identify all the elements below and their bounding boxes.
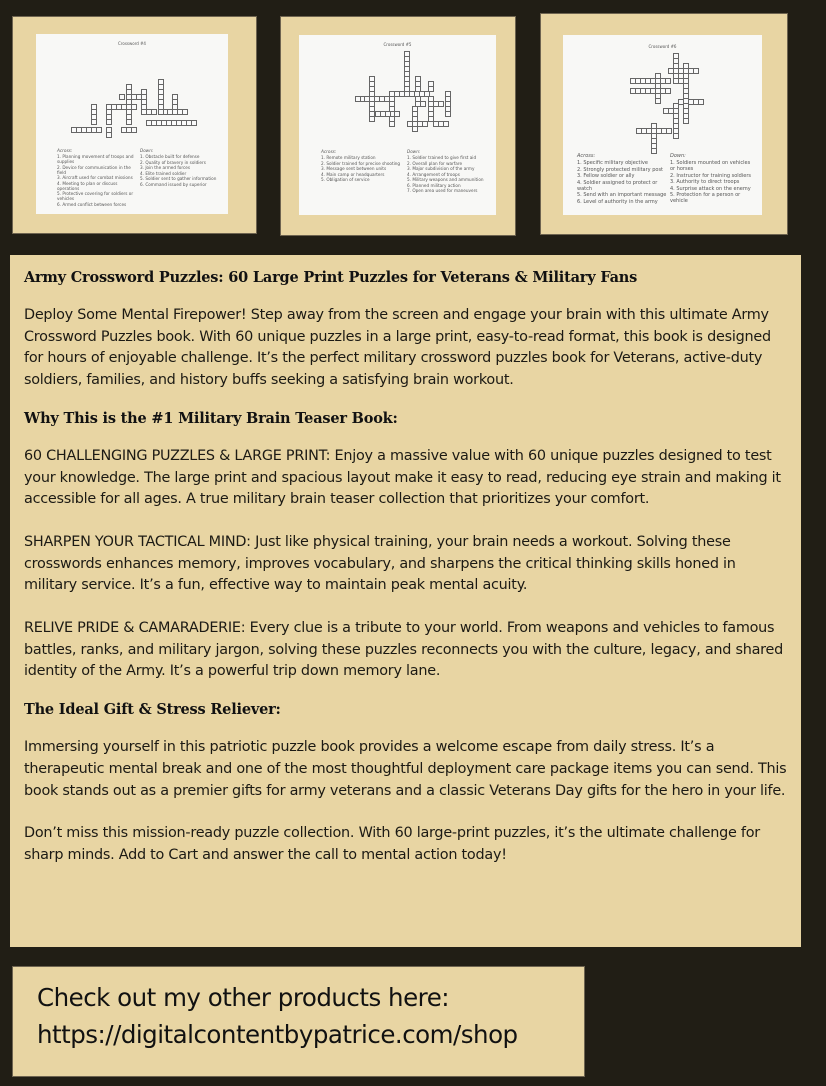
closing-paragraph: Don’t miss this mission-ready puzzle collection. With 60 large-print puzzles, it’s the ultimate challenge for sharp minds. Add to Cart and answer the call to mental action today! xyxy=(24,825,760,863)
across-clues: Across: 1. Specific military objective 2. Strongly protected military post 3. Fellow soldier or ally 4. Soldier assigned to protect or watch 5. Send with an important message 6. Level of authority in the army xyxy=(577,153,667,205)
down-clues: Down: 1. Soldier trained to give first aid 2. Overall plan for warfare 3. Major subdivision of the army 4. Arrangement of troops 5. Military weapons and ammunition 6. Planned military action 7. Open area used for maneuvers xyxy=(407,149,484,193)
crossword-title: Crossword #5 xyxy=(383,42,412,47)
shop-link[interactable]: https://digitalcontentbypatrice.com/shop xyxy=(37,1020,518,1049)
section-heading-why: Why This is the #1 Military Brain Teaser Book: xyxy=(24,409,398,427)
crossword-thumbnail-4 xyxy=(12,16,257,234)
crossword-title: Crossword #4 xyxy=(118,41,146,46)
feature-camaraderie: RELIVE PRIDE & CAMARADERIE: Every clue is a tribute to your world. From weapons and vehicles to famous battles, ranks, and military jargon, solving these puzzles reconnects you with the culture, legacy, and shared identity of the Army. It’s a powerful trip down memory lane. xyxy=(24,620,784,680)
feature-large-print: 60 CHALLENGING PUZZLES & LARGE PRINT: Enjoy a massive value with 60 unique puzzles designed to test your knowledge. The large print and spacious layout make it easy to read, reducing eye strain and making it accessible for all ages. A true military brain teaser collection that prioritizes your comfort. xyxy=(24,447,781,508)
product-description-panel xyxy=(10,255,801,947)
crossword-grid xyxy=(563,35,762,145)
crossword-title: Crossword #6 xyxy=(648,44,677,49)
section-heading-gift: The Ideal Gift & Stress Reliever: xyxy=(24,701,281,719)
intro-paragraph: Deploy Some Mental Firepower! Step away from the screen and engage your brain with this ultimate Army Crossword Puzzles book. With 60 unique puzzles in a large print, easy-to-read format, this book is designed for hours of enjoyable challenge. It’s the perfect military crossword puzzles book for Veterans, active-duty soldiers, families, and history buffs seeking a satisfying brain workout. xyxy=(24,307,771,389)
across-clues: Across: 1. Planning movement of troops and supplies 2. Device for communication in the field 3. Aircraft used for combat missions 4. Meeting to plan or discuss operations 5. Protective covering for soldiers or vehicles 6. Armed conflict between forces xyxy=(57,148,134,207)
crossword-page xyxy=(36,34,228,214)
other-products-promo xyxy=(12,966,585,1077)
crossword-grid xyxy=(36,34,228,134)
promo-text: Check out my other products here: xyxy=(37,983,450,1012)
down-clues: Down: 1. Soldiers mounted on vehicles or horses 2. Instructor for training soldiers 3. Authority to direct troops 4. Surprise attack on the enemy 5. Protection for a person or vehicle xyxy=(670,153,751,204)
feature-tactical-mind: SHARPEN YOUR TACTICAL MIND: Just like physical training, your brain needs a workout. Solving these crosswords enhances memory, improves vocabulary, and sharpens the critical thinking skills honed in military service. It’s a fun, effective way to maintain peak mental acuity. xyxy=(24,533,736,594)
across-clues: Across: 1. Remote military station 2. Soldier trained for precise shooting 3. Message sent between units 4. Main camp or headquarters 5. Obligation of service xyxy=(321,149,401,182)
gift-paragraph: Immersing yourself in this patriotic puzzle book provides a welcome escape from daily stress. It’s a therapeutic mental break and one of the most thoughtful deployment care package items you can send. This book stands out as a premier gifts for army veterans and a classic Veterans Day gifts for the hero in your life. xyxy=(24,739,787,799)
crossword-page xyxy=(299,35,496,215)
crossword-page xyxy=(563,35,762,215)
product-title: Army Crossword Puzzles: 60 Large Print Puzzles for Veterans & Military Fans xyxy=(24,269,638,286)
crossword-thumbnail-6 xyxy=(540,13,788,235)
crossword-grid xyxy=(299,35,496,145)
crossword-thumbnail-5 xyxy=(280,16,516,236)
down-clues: Down: 1. Obstacle built for defense 2. Quality of bravery in soldiers 3. Join the armed forces 4. Elite trained soldier 5. Soldier sent to gather information 6. Command issued by superior xyxy=(140,148,217,187)
